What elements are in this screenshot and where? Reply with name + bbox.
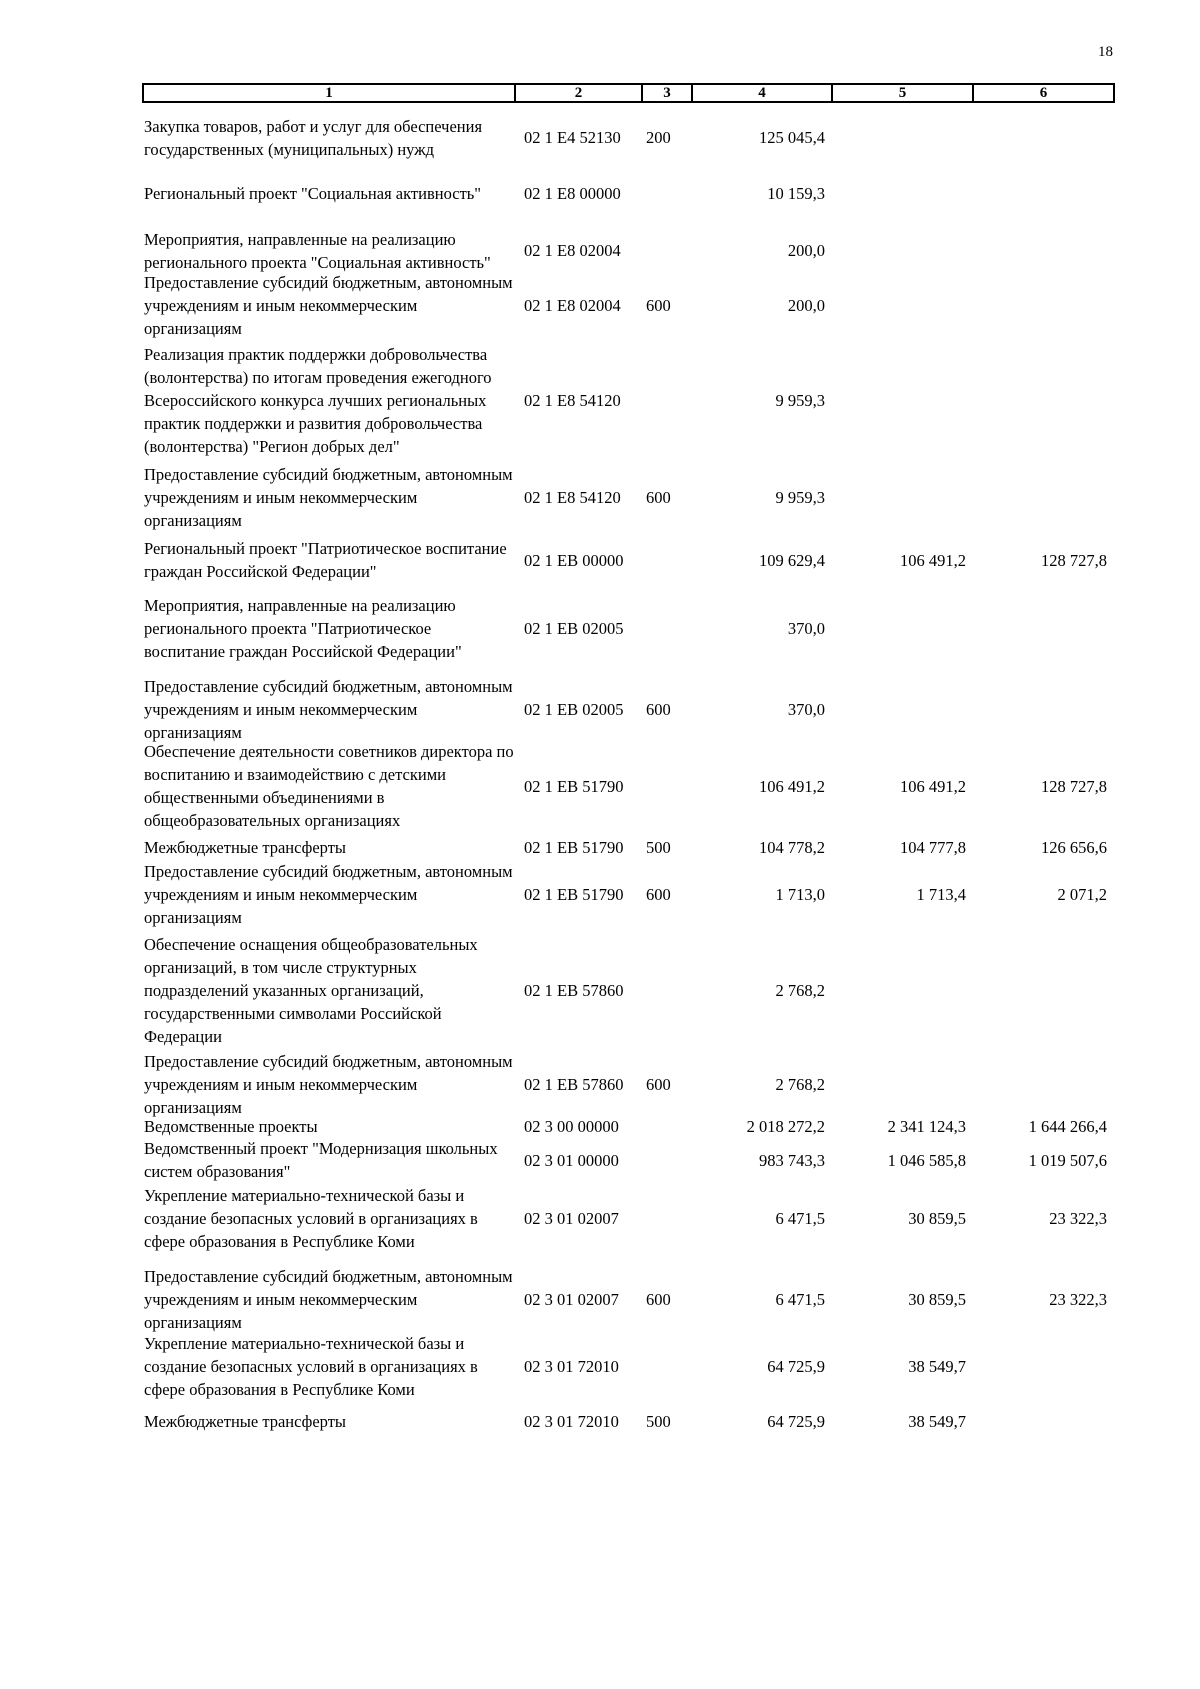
row-value-1: 125 045,4 — [759, 128, 825, 147]
row-code: 02 1 EB 57860 — [524, 981, 624, 1000]
row-value-2: 30 859,5 — [908, 1209, 966, 1228]
row-value-2: 2 341 124,3 — [887, 1117, 966, 1136]
row-value-1: 370,0 — [787, 700, 825, 719]
row-value-3: 128 727,8 — [1041, 776, 1107, 796]
row-value-2: 38 549,7 — [908, 1357, 966, 1376]
row-value-1: 9 959,3 — [775, 391, 825, 410]
row-code: 02 1 E4 52130 — [524, 128, 621, 147]
row-name: Региональный проект "Социальная активность" — [144, 183, 482, 203]
row-name: Предоставление субсидий бюджетным, автономным учреждениям и иным некоммерческим организациям — [144, 465, 513, 530]
row-code: 02 3 01 00000 — [524, 1150, 619, 1170]
row-code: 02 1 E8 54120 — [524, 488, 621, 507]
row-name: Предоставление субсидий бюджетным, автономным учреждениям и иным некоммерческим организациям — [144, 1052, 513, 1117]
row-name: Предоставление субсидий бюджетным, автономным учреждениям и иным некоммерческим организациям — [144, 677, 513, 742]
row-value-1: 64 725,9 — [767, 1357, 825, 1376]
table-row — [142, 271, 1115, 340]
row-value-3: 23 322,3 — [1049, 1290, 1107, 1309]
row-value-1: 6 471,5 — [775, 1290, 825, 1309]
row-code: 02 1 EB 00000 — [524, 550, 624, 570]
table-row — [142, 170, 1115, 216]
table-row — [142, 1265, 1115, 1334]
row-value-1: 64 725,9 — [767, 1412, 825, 1431]
row-name: Межбюджетные трансферты — [144, 1412, 347, 1431]
row-expense-type: 600 — [646, 1290, 671, 1309]
row-code: 02 1 EB 02005 — [524, 700, 624, 719]
row-expense-type: 500 — [646, 838, 671, 857]
row-name: Реализация практик поддержки добровольчества (волонтерства) по итогам проведения ежегодного Всероссийского конкурса лучших региональных практик поддержки и развития добровольчества (волонтерства) "Регион добрых дел" — [144, 345, 492, 456]
row-name: Ведомственный проект "Модернизация школьных систем образования" — [144, 1139, 498, 1181]
row-value-1: 9 959,3 — [775, 488, 825, 507]
table-row — [142, 740, 1115, 832]
row-value-2: 106 491,2 — [900, 550, 966, 570]
header-cell-6: 6 — [1039, 85, 1048, 101]
header-cell-4: 4 — [693, 85, 833, 101]
row-value-2: 104 777,8 — [900, 838, 966, 857]
row-value-1: 200,0 — [787, 296, 825, 315]
row-value-1: 983 743,3 — [759, 1150, 825, 1170]
row-code: 02 1 EB 51790 — [524, 885, 624, 904]
row-name: Предоставление субсидий бюджетным, автономным учреждениям и иным некоммерческим организациям — [144, 1267, 513, 1332]
row-value-3: 128 727,8 — [1041, 550, 1107, 570]
table-row — [142, 1410, 1115, 1433]
row-value-3: 2 071,2 — [1057, 885, 1107, 904]
row-value-1: 1 713,0 — [775, 885, 825, 904]
row-expense-type: 600 — [646, 1075, 671, 1094]
row-code: 02 1 E8 02004 — [524, 296, 621, 315]
header-cell-1: 1 — [144, 85, 516, 101]
row-name: Ведомственные проекты — [144, 1117, 318, 1136]
row-code: 02 1 E8 54120 — [524, 391, 621, 410]
row-name: Мероприятия, направленные на реализацию регионального проекта "Социальная активность" — [144, 229, 491, 272]
row-name: Предоставление субсидий бюджетным, автономным учреждениям и иным некоммерческим организациям — [144, 273, 513, 338]
row-value-1: 10 159,3 — [767, 183, 825, 203]
row-name: Мероприятия, направленные на реализацию регионального проекта "Патриотическое воспитание граждан Российской Федерации" — [144, 596, 462, 661]
row-value-3: 1 644 266,4 — [1028, 1117, 1107, 1136]
table-row — [142, 1184, 1115, 1253]
row-value-2: 1 046 585,8 — [887, 1150, 966, 1170]
row-code: 02 1 EB 02005 — [524, 619, 624, 638]
row-name: Региональный проект "Патриотическое воспитание граждан Российской Федерации" — [144, 539, 507, 581]
row-code: 02 1 EB 51790 — [524, 838, 624, 857]
row-value-2: 30 859,5 — [908, 1290, 966, 1309]
row-code: 02 3 00 00000 — [524, 1117, 619, 1136]
table-row — [142, 933, 1115, 1048]
row-name: Закупка товаров, работ и услуг для обеспечения государственных (муниципальных) нужд — [144, 116, 483, 159]
row-name: Обеспечение оснащения общеобразовательных организаций, в том числе структурных подразделений указанных организаций, государственными символами Российской Федерации — [144, 935, 478, 1046]
row-value-1: 106 491,2 — [759, 776, 825, 796]
table-row — [142, 1332, 1115, 1401]
table-header — [142, 83, 1115, 103]
row-value-3: 126 656,6 — [1041, 838, 1107, 857]
table-row — [142, 836, 1115, 859]
table-row — [142, 1115, 1115, 1138]
header-cell-3: 3 — [643, 85, 693, 101]
row-expense-type: 600 — [646, 885, 671, 904]
table-row — [142, 537, 1115, 583]
row-value-3: 1 019 507,6 — [1028, 1150, 1107, 1170]
row-value-1: 2 768,2 — [775, 981, 825, 1000]
row-name: Обеспечение деятельности советников директора по воспитанию и взаимодействию с детскими общественными объединениями в общеобразовательных организациях — [144, 742, 514, 830]
table-row — [142, 337, 1115, 464]
row-expense-type: 600 — [646, 296, 671, 315]
row-code: 02 1 EB 51790 — [524, 776, 624, 796]
row-code: 02 3 01 72010 — [524, 1357, 619, 1376]
row-value-1: 104 778,2 — [759, 838, 825, 857]
row-name: Укрепление материально-технической базы и создание безопасных условий в организациях в сфере образования в Республике Коми — [144, 1334, 478, 1399]
row-code: 02 1 E8 00000 — [524, 183, 621, 203]
row-code: 02 3 01 02007 — [524, 1209, 619, 1228]
row-value-2: 106 491,2 — [900, 776, 966, 796]
table-row — [142, 103, 1115, 172]
row-value-1: 370,0 — [787, 619, 825, 638]
row-name: Межбюджетные трансферты — [144, 838, 347, 857]
table-row — [142, 675, 1115, 744]
row-code: 02 1 EB 57860 — [524, 1075, 624, 1094]
table-row — [142, 463, 1115, 532]
row-value-1: 109 629,4 — [759, 550, 825, 570]
table-row — [142, 860, 1115, 929]
row-value-1: 200,0 — [787, 241, 825, 260]
table-row — [142, 594, 1115, 663]
row-expense-type: 600 — [646, 488, 671, 507]
row-value-2: 38 549,7 — [908, 1412, 966, 1431]
header-cell-2: 2 — [516, 85, 643, 101]
row-code: 02 3 01 02007 — [524, 1290, 619, 1309]
row-value-1: 6 471,5 — [775, 1209, 825, 1228]
row-expense-type: 500 — [646, 1412, 671, 1431]
row-name: Укрепление материально-технической базы и создание безопасных условий в организациях в сфере образования в Республике Коми — [144, 1186, 478, 1251]
row-expense-type: 600 — [646, 700, 671, 719]
table-row — [142, 1137, 1115, 1183]
row-value-3: 23 322,3 — [1049, 1209, 1107, 1228]
row-expense-type: 200 — [646, 128, 671, 147]
row-code: 02 3 01 72010 — [524, 1412, 619, 1431]
row-value-1: 2 768,2 — [775, 1075, 825, 1094]
row-value-1: 2 018 272,2 — [746, 1117, 825, 1136]
table-row — [142, 1050, 1115, 1119]
page-number: 18 — [1098, 44, 1113, 60]
row-value-2: 1 713,4 — [916, 885, 966, 904]
row-name: Предоставление субсидий бюджетным, автономным учреждениям и иным некоммерческим организациям — [144, 862, 513, 927]
header-cell-5: 5 — [833, 85, 974, 101]
row-code: 02 1 E8 02004 — [524, 241, 621, 260]
